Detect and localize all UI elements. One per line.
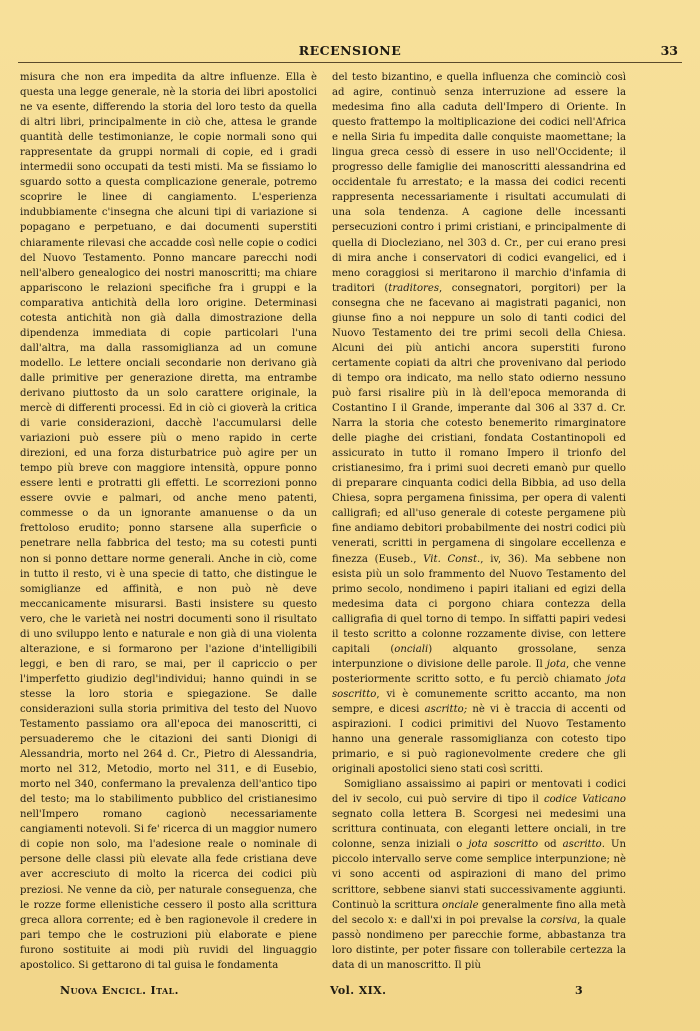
footer-publication: Nuova Encicl. Ital. [60, 984, 179, 997]
text-run: , iv, 36). Ma sebbene non esista più un solo frammento del Nuovo Testamento del primo secolo, nondimeno i papiri italiani ed egizi della medesima data ci porgono chiara contezza della calligrafia di quel torno di tempo. In siffatti papiri vedesi il testo scritto a colonne rozzamente divise, con lettere capitali ( [332, 553, 627, 655]
footer-volume: Vol. XIX. [330, 984, 387, 997]
running-title: RECENSIONE [298, 43, 402, 58]
text-run: , consegnatori, porgitori) per la consegna che ne facevano ai magistrati paganici, non giunse fino a noi neppure un solo di tanti codici del Nuovo Testamento dei tre primi secoli della Chiesa. Alcuni dei più antichi ancora superstiti furono certamente copiati da altri che provenivano dal periodo di tempo ora indicato, ma nello stato odierno nessuno può farsi risalire più in là dell'epoca memoranda di Costantino I il Grande, imperante dal 306 al 337 d. Cr. Narra la storia che cotesto benemerito rimarginatore delle piaghe dei cristiani, fondata Costantinopoli ed assicurato in tutto il romano Impero il trionfo del cristianesimo, fra i primi suoi decreti emanò pur quello di preparare cinquanta codici della Bibbia, ad uso della Chiesa, sopra pergamena finissima, per opera di valenti calligrafi; ed all'uso generale di coteste pergamene più fine andiamo debitori probabilmente dei nostri codici più venerati, scritti in pergamena di singolare eccellenza e finezza (Euseb., [332, 282, 626, 565]
italic-term: onciali [394, 643, 429, 655]
page-footer [20, 984, 630, 1000]
italic-term: traditores [388, 282, 439, 294]
text-run: od [538, 839, 563, 851]
text-run: . Un piccolo intervallo serve come semplice interpunzione; nè vi sono accenti od aspirazioni di mano del primo scrittore, sebbene sianvi stati successivamente aggiunti. Continuò la scrittura [332, 839, 626, 911]
running-head [20, 43, 680, 59]
header-rule [18, 62, 682, 63]
text-run: , vi è comunemente scritto accanto, ma non sempre, e dicesi [332, 688, 626, 715]
italic-term: ascritto; [424, 703, 468, 715]
text-run: del testo bizantino, e quella influenza che cominciò così ad agire, continuò senza interruzione ad essere la medesima fino alla caduta dell'Impero di Oriente. In questo frattempo la moltiplicazione dei codici nell'Africa e nella Siria fu impedita dalle conquiste maomettane; la lingua greca cessò di essere in uso nell'Occidente; il progresso delle famiglie dei manoscritti alessandrina ed occidentale fu arrestato; e la massa dei codici recenti rappresenta necessariamente i risultati accumulati di una sola tendenza. A cagione delle incessanti persecuzioni contro i primi cristiani, e principalmente di quella di Diocleziano, nel 303 d. Cr., per cui erano presi di mira anche i conservatori di codici evangelici, ed i meno coraggiosi si meritarono il marchio d'infamia di traditori ( [332, 72, 626, 294]
italic-term: jota soscritto [332, 673, 626, 700]
text-run: generalmente fino alla metà del secolo x: e dall'xi in poi prevalse la [332, 899, 626, 926]
right-paragraph-1 [332, 70, 626, 777]
italic-term: ascritto [562, 839, 602, 851]
right-column [332, 70, 626, 973]
left-column [20, 70, 317, 973]
text-run: nè vi è traccia di accenti od aspirazioni. I codici primitivi del Nuovo Testamento hanno una generale rassomiglianza con cotesto tipo primario, e si può ragionevolmente credere che gli originali apostolici sieno stati così scritti. [332, 703, 626, 776]
italic-term: codice Vaticano [543, 794, 627, 806]
text-run: Somigliano assaissimo ai papiri or mentovati i codici del iv secolo, cui può servire di tipo il [332, 779, 626, 806]
text-run: segnato colla lettera B. Scorgesi nei medesimi una scrittura continuata, con eleganti lettere onciali, in tre colonne, senza iniziali o [332, 809, 626, 851]
text-run: , la quale passò nondimeno per parecchie forme, abbastanza tra loro distinte, per poter fissare con tollerabile certezza la data di un manoscritto. Il più [332, 914, 626, 971]
right-paragraph-2 [332, 777, 626, 973]
left-paragraph: misura che non era impedita da altre influenze. Ella è questa una legge generale, nè la storia dei libri apostolici ne va esente, differendo la storia del loro testo da quella di altri libri, principalmente in ciò che, attesa le grande quantità delle testimonianze, le copie normali sono qui rappresentate da gruppi normali di copie, ed i gradi intermedii sono occupati da testi misti. Ma se fissiamo lo sguardo sotto a questa complicazione generale, potremo scoprire le linee di cangiamento. L'esperienza indubbiamente c'insegna che alcuni tipi di variazione si popagano e perpetuano, e dai documenti superstiti chiaramente rilevasi che accadde così nelle copie o codici del Nuovo Testamento. Ponno mancare parecchi nodi nell'albero genealogico dei nostri manoscritti; ma chiare appariscono le relazioni specifiche fra i gruppi e la comparativa antichità della loro origine. Determinasi cotesta antichità non già dalla dimostrazione della dipendenza immediata di copie particolari l'una dall'altra, ma dalla rassomiglianza ad un comune modello. Le lettere onciali secondarie non derivano già dalle primitive per generazione diretta, ma entrambe derivano piuttosto da un solo carattere originale, la mercè di differenti processi. Ed in ciò ci gioverà la critica di varie considerazioni, dacchè l'accumularsi delle variazioni può essere più o meno rapido in certe direzioni, ed una forza disturbatrice può agire per un tempo più breve con maggiore intensità, oppure ponno essere lenti e protratti gli effetti. Le scorrezioni ponno essere ovvie e palmari, od anche meno patenti, commesse o da un ignorante amanuense o da un frettoloso erudito; ponno starsene alla superficie o penetrare nella fabbrica del testo; ma su cotesti punti non si ponno dettare norme generali. Anche in ciò, come in tutto il resto, vi è una specie di tatto, che distingue le somiglianze ed affinità, e non può nè deve meccanicamente misurarsi. Basti insistere su questo vero, che le varietà nei nostri documenti sono il risultato di uno sviluppo lento e naturale e non già di una violenta alterazione, e si formarono per l'azione d'intelligibili leggi, e ben di raro, se mai, per il capriccio o per l'imperfetto giudizio degl'individui; hanno quindi in se stesse la loro storia e spiegazione. Se dalle considerazioni sulla storia primitiva del testo del Nuovo Testamento passiamo ora all'epoca dei manoscritti, ci persuaderemo che le citazioni dei santi Dionigi di Alessandria, morto nel 264 d. Cr., Pietro di Alessandria, morto nel 312, Metodio, morto nel 311, e di Eusebio, morto nel 340, confermano la prevalenza dell'antico tipo del testo; ma lo stabilimento pubblico del cristianesimo nell'Impero romano cagionò necessariamente cangiamenti notevoli. Si fe' ricerca di un maggior numero di copie non solo, ma l'adesione reale o nominale di persone delle classi più elevate alla fede cristiana deve aver accresciuto di molto la ricerca dei codici più preziosi. Ne venne da ciò, per naturale conseguenza, che le rozze forme ellenistiche cessero il posto alla scrittura greca allora corrente; ed è ben ragionevole il credere in pari tempo che le costruzioni più elaborate e piene furono sostituite ai modi più ruvidi del linguaggio apostolico. Si gettarono di tal guisa le fondamenta [20, 72, 317, 971]
text-run: , che venne posteriormente scritto sotto, e fu perciò chiamato [332, 658, 626, 685]
italic-term: jota soscritto [468, 839, 539, 851]
italic-term: corsiva [540, 914, 578, 926]
italic-term: Vit. Const. [423, 553, 481, 565]
italic-term: jota [546, 658, 566, 670]
italic-term: onciale [441, 899, 479, 911]
text-run: ) alquanto grossolane, senza interpunzione o divisione delle parole. Il [332, 643, 626, 670]
footer-signature: 3 [575, 984, 584, 997]
page-number: 33 [660, 43, 678, 58]
